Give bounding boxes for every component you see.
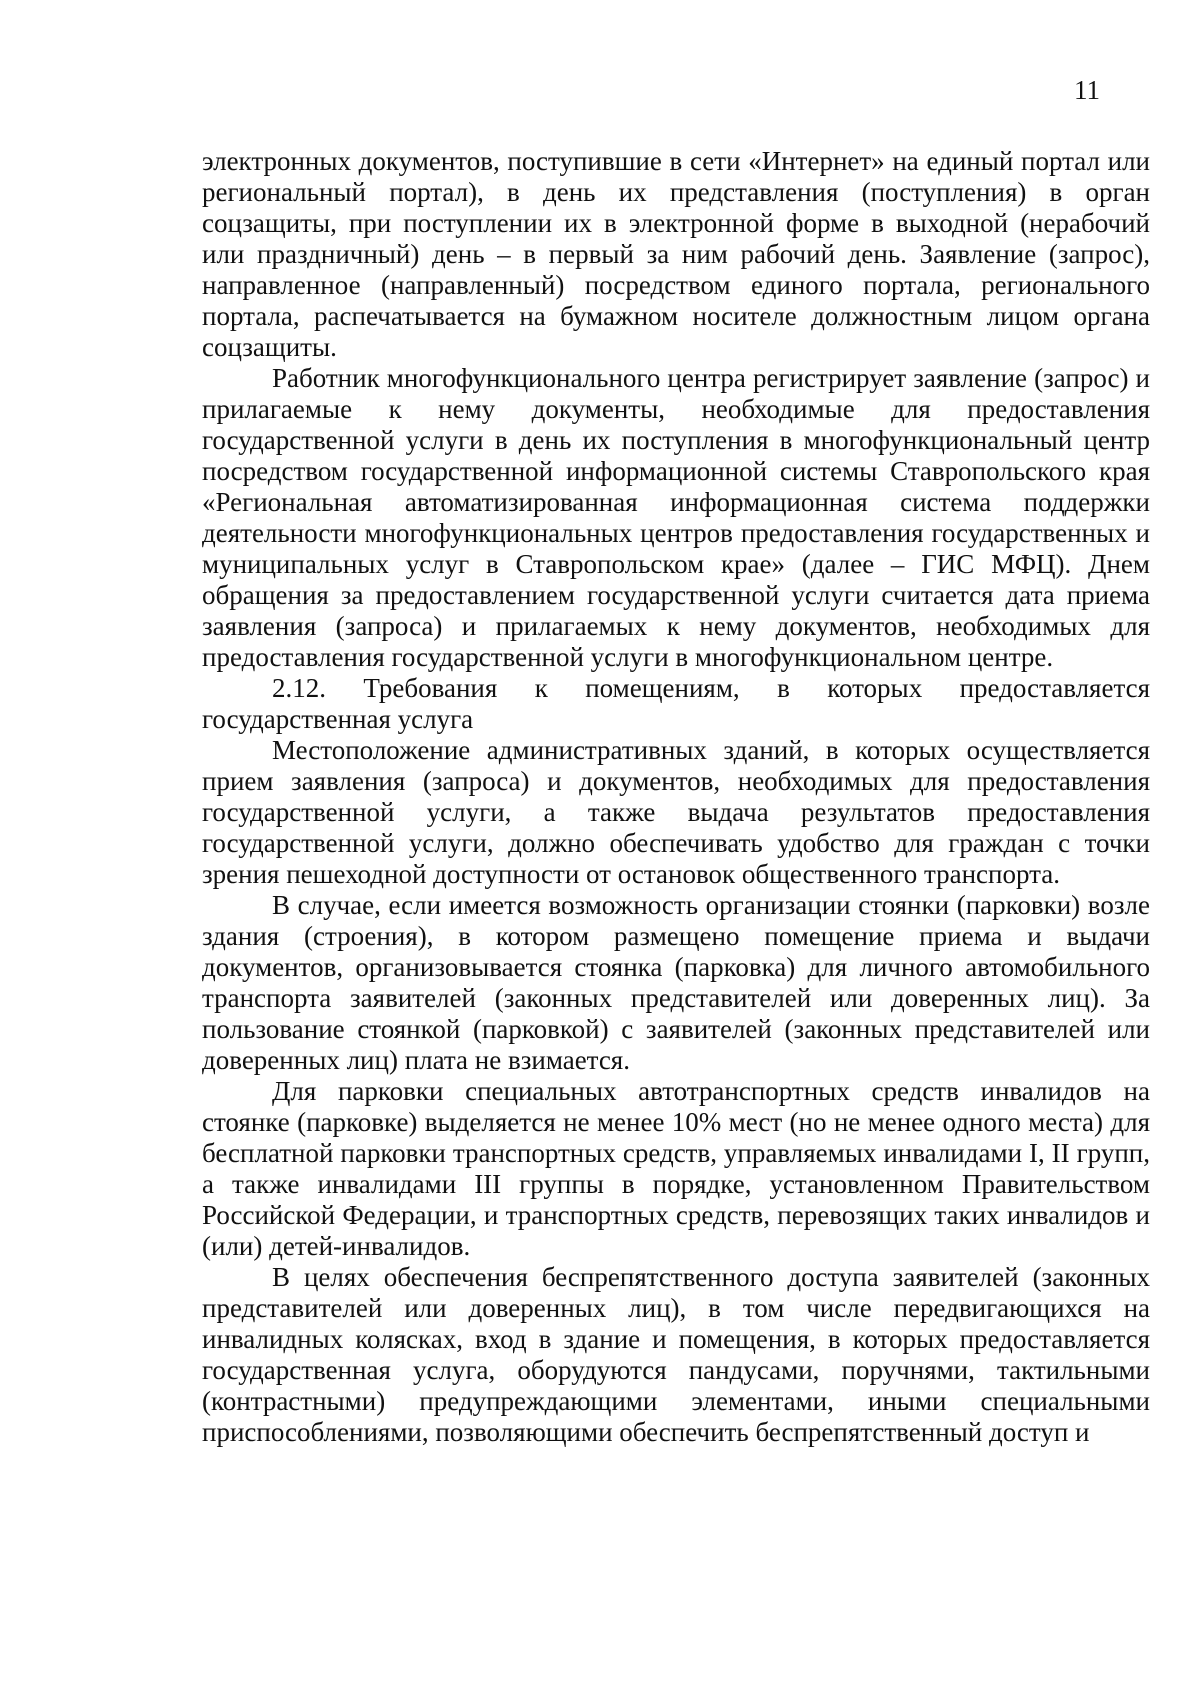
paragraph-7: В целях обеспечения беспрепятственного доступа заявителей (законных представителей или доверенных лиц), в том числе передвигающихся на инвалидных колясках, вход в здание и помещения, в которых предоставляется государственная услуга, оборудуются пандусами, поручнями, тактильными (контрастными) предупреждающими элементами, иными специальными приспособлениями, позволяющими обеспечить беспрепятственный доступ и <box>202 1262 1150 1447</box>
paragraph-2: Работник многофункционального центра регистрирует заявление (запрос) и прилагаемые к нему документы, необходимые для предоставления государственной услуги в день их поступления в многофункциональный центр посредством государственной информационной системы Ставропольского края «Региональная автоматизированная информационная система поддержки деятельности многофункциональных центров предоставления государственных и муниципальных услуг в Ставропольском крае» (далее – ГИС МФЦ). Днем обращения за предоставлением государственной услуги считается дата приема заявления (запроса) и прилагаемых к нему документов, необходимых для предоставления государственной услуги в многофункциональном центре. <box>202 363 1150 672</box>
paragraph-3-heading: 2.12. Требования к помещениям, в которых предоставляется государственная услуга <box>202 673 1150 734</box>
paragraph-6: Для парковки специальных автотранспортных средств инвалидов на стоянке (парковке) выделяется не менее 10% мест (но не менее одного места) для бесплатной парковки транспортных средств, управляемых инвалидами I, II групп, а также инвалидами III группы в порядке, установленном Правительством Российской Федерации, и транспортных средств, перевозящих таких инвалидов и (или) детей-инвалидов. <box>202 1076 1150 1261</box>
page-number: 11 <box>1074 75 1100 105</box>
document-text <box>202 146 1150 1448</box>
paragraph-1: электронных документов, поступившие в сети «Интернет» на единый портал или региональный портал), в день их представления (поступления) в орган соцзащиты, при поступлении их в электронной форме в выходной (нерабочий или праздничный) день – в первый за ним рабочий день. Заявление (запрос), направленное (направленный) посредством единого портала, регионального портала, распечатывается на бумажном носителе должностным лицом органа соцзащиты. <box>202 146 1150 362</box>
paragraph-5: В случае, если имеется возможность организации стоянки (парковки) возле здания (строения), в котором размещено помещение приема и выдачи документов, организовывается стоянка (парковка) для личного автомобильного транспорта заявителей (законных представителей или доверенных лиц). За пользование стоянкой (парковкой) с заявителей (законных представителей или доверенных лиц) плата не взимается. <box>202 890 1150 1075</box>
paragraph-4: Местоположение административных зданий, в которых осуществляется прием заявления (запроса) и документов, необходимых для предоставления государственной услуги, а также выдача результатов предоставления государственной услуги, должно обеспечивать удобство для граждан с точки зрения пешеходной доступности от остановок общественного транспорта. <box>202 735 1150 889</box>
